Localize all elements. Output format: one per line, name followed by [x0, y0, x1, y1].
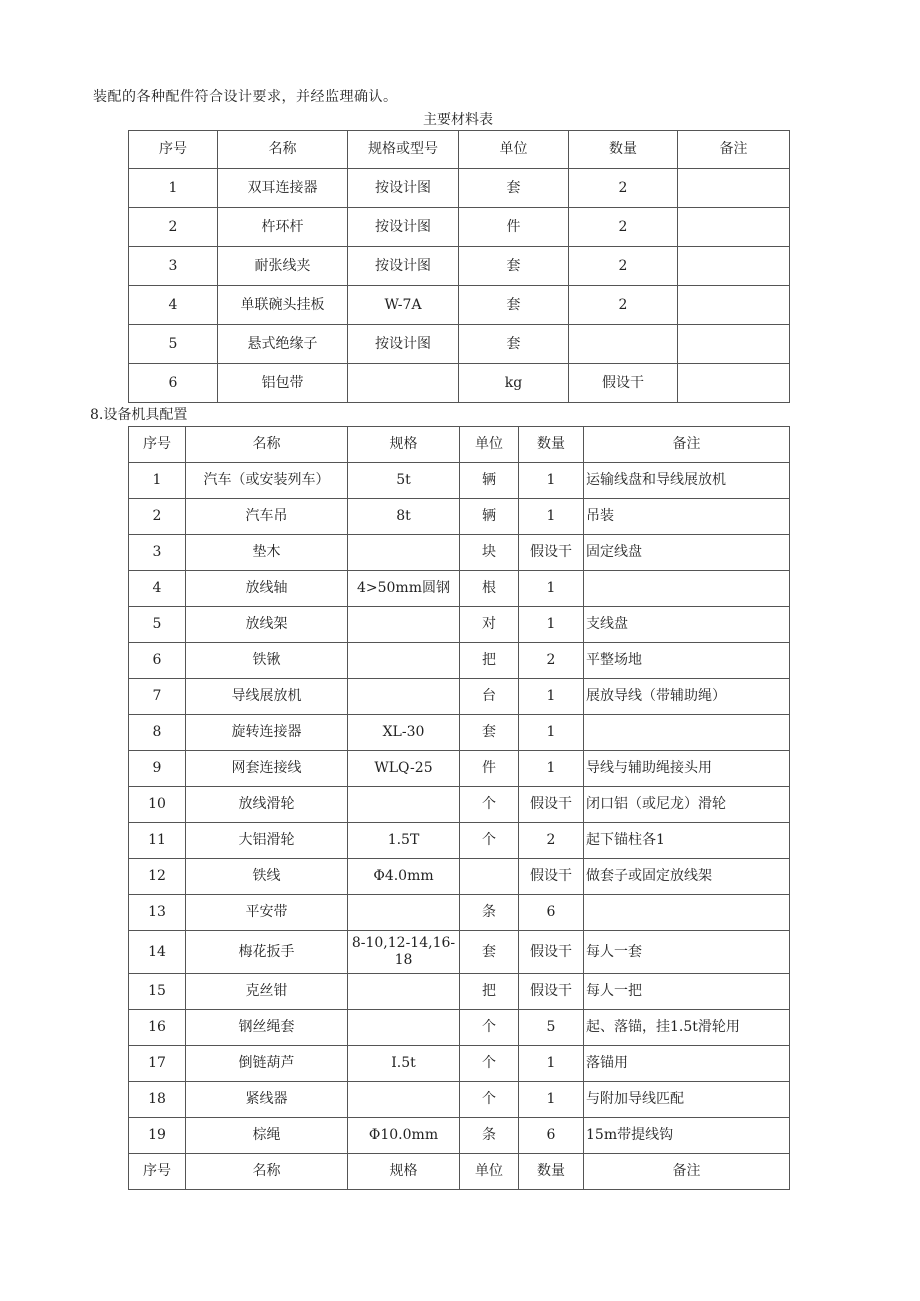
cell-name: 铝包带 [218, 364, 348, 403]
cell-index: 2 [129, 499, 186, 535]
cell-index: 16 [129, 1010, 186, 1046]
cell-spec: 5t [348, 463, 460, 499]
cell-quantity: 1 [519, 1046, 584, 1082]
cell-index: 4 [129, 571, 186, 607]
cell-name: 汽车（或安装列车） [186, 463, 348, 499]
cell-quantity: 假设干 [519, 974, 584, 1010]
cell-name: 倒链葫芦 [186, 1046, 348, 1082]
cell-name: 双耳连接器 [218, 169, 348, 208]
cell-name: 钢丝绳套 [186, 1010, 348, 1046]
intro-paragraph: 装配的各种配件符合设计要求，并经监理确认。 [93, 89, 398, 105]
cell-index: 8 [129, 715, 186, 751]
cell-index: 19 [129, 1118, 186, 1154]
table-row [129, 1082, 790, 1118]
header-remarks: 备注 [584, 427, 790, 463]
header-unit: 单位 [460, 1154, 519, 1190]
cell-quantity: 2 [569, 247, 678, 286]
cell-quantity: 6 [519, 1118, 584, 1154]
cell-spec: 8t [348, 499, 460, 535]
header-quantity: 数量 [519, 1154, 584, 1190]
cell-remarks [584, 715, 790, 751]
cell-spec: 4>50mm圆钢 [348, 571, 460, 607]
cell-unit: 个 [460, 1046, 519, 1082]
table-row [129, 751, 790, 787]
cell-remarks [678, 364, 790, 403]
cell-spec [348, 535, 460, 571]
cell-spec [348, 895, 460, 931]
cell-unit [460, 859, 519, 895]
cell-remarks: 起下锚柱各1 [584, 823, 790, 859]
cell-name: 铁线 [186, 859, 348, 895]
cell-remarks [584, 571, 790, 607]
table-row [129, 607, 790, 643]
cell-remarks: 平整场地 [584, 643, 790, 679]
cell-quantity: 1 [519, 571, 584, 607]
header-spec: 规格 [348, 1154, 460, 1190]
cell-unit: 套 [459, 247, 569, 286]
cell-spec [348, 787, 460, 823]
cell-quantity: 2 [519, 643, 584, 679]
cell-unit: 辆 [460, 463, 519, 499]
cell-name: 平安带 [186, 895, 348, 931]
cell-unit: 辆 [460, 499, 519, 535]
header-remarks: 备注 [584, 1154, 790, 1190]
cell-spec: 按设计图 [348, 247, 459, 286]
cell-quantity: 6 [519, 895, 584, 931]
cell-remarks: 与附加导线匹配 [584, 1082, 790, 1118]
section-heading-equipment: 8.设备机具配置 [90, 407, 188, 423]
cell-index: 12 [129, 859, 186, 895]
cell-index: 6 [129, 364, 218, 403]
table-row [129, 787, 790, 823]
cell-remarks [678, 286, 790, 325]
cell-quantity: 1 [519, 715, 584, 751]
cell-remarks: 固定线盘 [584, 535, 790, 571]
cell-name: 梅花扳手 [186, 931, 348, 974]
cell-index: 7 [129, 679, 186, 715]
table-row [129, 643, 790, 679]
cell-spec: 按设计图 [348, 325, 459, 364]
cell-index: 13 [129, 895, 186, 931]
header-name: 名称 [218, 131, 348, 169]
cell-quantity: 1 [519, 607, 584, 643]
cell-name: 放线滑轮 [186, 787, 348, 823]
cell-unit: 个 [460, 1082, 519, 1118]
cell-unit: 个 [460, 823, 519, 859]
cell-quantity: 1 [519, 463, 584, 499]
cell-unit: 套 [460, 931, 519, 974]
table-row [129, 895, 790, 931]
cell-unit: 根 [460, 571, 519, 607]
cell-remarks: 吊装 [584, 499, 790, 535]
cell-index: 1 [129, 169, 218, 208]
header-name: 名称 [186, 1154, 348, 1190]
table-row [129, 859, 790, 895]
cell-index: 6 [129, 643, 186, 679]
table-row [129, 499, 790, 535]
cell-unit: 块 [460, 535, 519, 571]
cell-index: 5 [129, 607, 186, 643]
cell-remarks: 做套子或固定放线架 [584, 859, 790, 895]
cell-index: 14 [129, 931, 186, 974]
cell-unit: 条 [460, 895, 519, 931]
cell-unit: 套 [460, 715, 519, 751]
table-row [129, 325, 790, 364]
cell-remarks: 落锚用 [584, 1046, 790, 1082]
cell-index: 3 [129, 535, 186, 571]
cell-quantity: 5 [519, 1010, 584, 1046]
cell-name: 网套连接线 [186, 751, 348, 787]
cell-index: 5 [129, 325, 218, 364]
cell-remarks [584, 895, 790, 931]
table-row [129, 931, 790, 974]
table-row [129, 571, 790, 607]
cell-name: 旋转连接器 [186, 715, 348, 751]
cell-name: 汽车吊 [186, 499, 348, 535]
cell-quantity: 假设干 [519, 859, 584, 895]
cell-unit: 对 [460, 607, 519, 643]
header-remarks: 备注 [678, 131, 790, 169]
cell-quantity: 2 [569, 169, 678, 208]
cell-quantity: 2 [569, 208, 678, 247]
cell-index: 1 [129, 463, 186, 499]
header-unit: 单位 [460, 427, 519, 463]
cell-index: 10 [129, 787, 186, 823]
cell-spec: 1.5T [348, 823, 460, 859]
table-row [129, 823, 790, 859]
materials-table [128, 130, 790, 403]
cell-quantity: 1 [519, 1082, 584, 1118]
cell-name: 棕绳 [186, 1118, 348, 1154]
cell-remarks: 15m带提线钩 [584, 1118, 790, 1154]
materials-table-title: 主要材料表 [423, 112, 493, 128]
header-quantity: 数量 [569, 131, 678, 169]
header-unit: 单位 [459, 131, 569, 169]
table-row [129, 169, 790, 208]
cell-remarks [678, 247, 790, 286]
cell-name: 垫木 [186, 535, 348, 571]
table-row [129, 1046, 790, 1082]
table-row [129, 463, 790, 499]
cell-index: 18 [129, 1082, 186, 1118]
cell-quantity: 假设干 [569, 364, 678, 403]
cell-unit: 条 [460, 1118, 519, 1154]
cell-unit: 把 [460, 974, 519, 1010]
cell-quantity: 1 [519, 679, 584, 715]
header-name: 名称 [186, 427, 348, 463]
cell-spec [348, 607, 460, 643]
cell-index: 15 [129, 974, 186, 1010]
cell-unit: 套 [459, 325, 569, 364]
cell-remarks: 每人一套 [584, 931, 790, 974]
cell-remarks: 闭口铝（或尼龙）滑轮 [584, 787, 790, 823]
cell-spec [348, 974, 460, 1010]
table-header-row [129, 427, 790, 463]
cell-index: 3 [129, 247, 218, 286]
cell-name: 单联碗头挂板 [218, 286, 348, 325]
table-row [129, 364, 790, 403]
cell-unit: 把 [460, 643, 519, 679]
cell-spec: WLQ-25 [348, 751, 460, 787]
cell-spec: XL-30 [348, 715, 460, 751]
table-row [129, 535, 790, 571]
cell-unit: 个 [460, 1010, 519, 1046]
cell-name: 放线架 [186, 607, 348, 643]
table-row [129, 679, 790, 715]
header-quantity: 数量 [519, 427, 584, 463]
cell-name: 耐张线夹 [218, 247, 348, 286]
cell-spec: 按设计图 [348, 169, 459, 208]
cell-remarks: 支线盘 [584, 607, 790, 643]
cell-remarks [678, 208, 790, 247]
table-row [129, 715, 790, 751]
cell-spec: Φ4.0mm [348, 859, 460, 895]
table-row [129, 974, 790, 1010]
cell-unit: 台 [460, 679, 519, 715]
cell-name: 导线展放机 [186, 679, 348, 715]
cell-index: 9 [129, 751, 186, 787]
cell-spec: 按设计图 [348, 208, 459, 247]
cell-quantity: 1 [519, 751, 584, 787]
cell-spec [348, 643, 460, 679]
cell-quantity: 2 [569, 286, 678, 325]
header-index: 序号 [129, 427, 186, 463]
cell-index: 2 [129, 208, 218, 247]
cell-remarks: 每人一把 [584, 974, 790, 1010]
cell-index: 17 [129, 1046, 186, 1082]
table-row [129, 1118, 790, 1154]
cell-spec: 8-10,12-14,16-18 [348, 931, 460, 974]
cell-remarks [678, 325, 790, 364]
cell-name: 悬式绝缘子 [218, 325, 348, 364]
cell-quantity: 1 [519, 499, 584, 535]
cell-spec: W-7A [348, 286, 459, 325]
cell-remarks: 运输线盘和导线展放机 [584, 463, 790, 499]
cell-unit: 件 [460, 751, 519, 787]
equipment-table [128, 426, 790, 1190]
cell-spec [348, 679, 460, 715]
cell-unit: 个 [460, 787, 519, 823]
cell-name: 克丝钳 [186, 974, 348, 1010]
cell-quantity: 假设干 [519, 931, 584, 974]
cell-name: 大铝滑轮 [186, 823, 348, 859]
header-index: 序号 [129, 1154, 186, 1190]
cell-name: 紧线器 [186, 1082, 348, 1118]
cell-unit: 套 [459, 286, 569, 325]
cell-unit: 件 [459, 208, 569, 247]
cell-quantity [569, 325, 678, 364]
cell-remarks [678, 169, 790, 208]
header-index: 序号 [129, 131, 218, 169]
cell-quantity: 2 [519, 823, 584, 859]
cell-unit: kg [459, 364, 569, 403]
cell-remarks: 展放导线（带辅助绳） [584, 679, 790, 715]
header-spec-model: 规格或型号 [348, 131, 459, 169]
table-row [129, 1010, 790, 1046]
cell-spec: I.5t [348, 1046, 460, 1082]
table-header-row [129, 131, 790, 169]
table-row [129, 286, 790, 325]
cell-index: 4 [129, 286, 218, 325]
table-row [129, 208, 790, 247]
cell-quantity: 假设干 [519, 787, 584, 823]
cell-remarks: 导线与辅助绳接头用 [584, 751, 790, 787]
cell-unit: 套 [459, 169, 569, 208]
cell-name: 杵环杆 [218, 208, 348, 247]
cell-name: 放线轴 [186, 571, 348, 607]
header-spec: 规格 [348, 427, 460, 463]
table-row [129, 247, 790, 286]
cell-index: 11 [129, 823, 186, 859]
cell-spec [348, 1010, 460, 1046]
cell-spec: Φ10.0mm [348, 1118, 460, 1154]
cell-spec [348, 1082, 460, 1118]
cell-quantity: 假设干 [519, 535, 584, 571]
cell-spec [348, 364, 459, 403]
cell-name: 铁锹 [186, 643, 348, 679]
table-repeat-header-row [129, 1154, 790, 1190]
cell-remarks: 起、落锚，挂1.5t滑轮用 [584, 1010, 790, 1046]
